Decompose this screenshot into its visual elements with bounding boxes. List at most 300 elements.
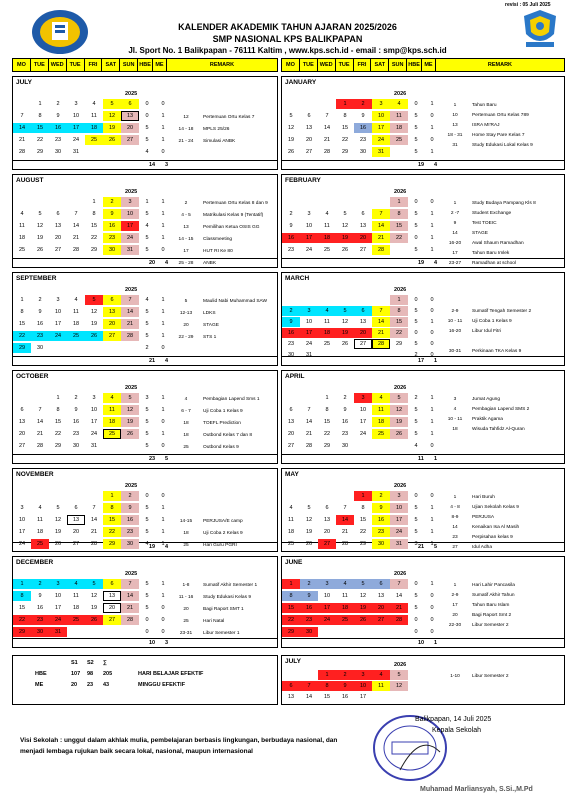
- day-cell: 8: [20, 309, 24, 315]
- header-col-remark: REMARK: [209, 62, 235, 68]
- stat-value: 20: [71, 682, 78, 688]
- day-cell: 17: [18, 529, 26, 535]
- day-cell: 19: [390, 417, 408, 427]
- month-footer: [281, 543, 565, 552]
- day-cell: 14: [372, 221, 390, 231]
- day-cell: 19: [90, 321, 98, 327]
- month-block-june-2026: [281, 556, 565, 639]
- day-cell: 26: [341, 247, 349, 253]
- day-cell: [282, 491, 300, 501]
- day-cell: 14: [305, 419, 313, 425]
- day-cell: 29: [395, 341, 403, 347]
- day-cell: 12: [287, 125, 295, 131]
- day-cell: 5: [38, 211, 42, 217]
- day-cell: 30: [54, 149, 62, 155]
- day-cell: 18: [390, 123, 408, 133]
- day-cell: 6: [103, 295, 121, 305]
- day-cell: 21: [90, 529, 98, 535]
- day-cell: 30: [341, 443, 349, 449]
- header-col-hbe: HBE: [407, 59, 422, 71]
- day-cell: 24: [72, 137, 80, 143]
- header-col-sun: SUN: [120, 59, 138, 71]
- remark-date: 18 - 31: [447, 133, 463, 138]
- day-cell: 4: [67, 579, 85, 589]
- hbe-count: 4: [414, 443, 418, 449]
- stat-value: 98: [87, 671, 94, 677]
- day-cell: 31: [372, 147, 390, 157]
- day-cell: 27: [72, 541, 80, 547]
- footer-me-total: 3: [165, 640, 169, 646]
- day-cell: 12: [341, 319, 349, 325]
- day-cell: 15: [390, 317, 408, 327]
- remark-text: Study Edukasi Lokal Kelas 9: [472, 143, 533, 148]
- day-cell: 22: [390, 233, 408, 243]
- remark-text: Praktik Agama: [472, 417, 503, 422]
- remark-text: Tahun Baru Islam: [472, 603, 510, 608]
- remark-date: 10 - 11: [447, 319, 463, 324]
- day-cell: 22: [36, 137, 44, 143]
- day-cell: 13: [377, 593, 385, 599]
- day-cell: 2: [74, 395, 78, 401]
- remark-text: Perpisahan kelas 9: [472, 535, 513, 540]
- me-count: 0: [161, 629, 165, 635]
- me-count: 0: [161, 247, 165, 253]
- footer-hbe-total: 21: [418, 544, 425, 550]
- remark-text: ANBK: [203, 261, 217, 266]
- day-cell: [300, 393, 318, 403]
- day-cell: 9: [56, 113, 60, 119]
- day-cell: 10: [54, 309, 62, 315]
- month-footer: [12, 543, 278, 552]
- day-cell: [372, 441, 390, 451]
- day-cell: 7: [121, 579, 139, 589]
- day-cell: 25: [323, 247, 331, 253]
- day-cell: 4: [390, 99, 408, 109]
- day-cell: 24: [305, 247, 313, 253]
- remark-date: 4: [184, 397, 188, 402]
- day-cell: 20: [372, 603, 390, 613]
- day-cell: 19: [121, 417, 139, 427]
- footer-hbe-total: 20: [149, 260, 156, 266]
- remark-date: 21 - 24: [178, 139, 194, 144]
- day-cell: 30: [31, 627, 49, 637]
- day-cell: 11: [372, 405, 390, 415]
- day-cell: 2: [336, 670, 354, 680]
- day-cell: 5: [307, 505, 311, 511]
- day-cell: 15: [54, 419, 62, 425]
- remark-text: STAGE: [203, 323, 219, 328]
- remark-text: Simulasi ANBK: [203, 139, 236, 144]
- me-count: 1: [430, 407, 434, 413]
- day-cell: [390, 441, 408, 451]
- day-cell: 9: [372, 503, 390, 513]
- remark-text: Study Budaya Pampang Kls 8: [472, 201, 536, 206]
- day-cell: 22: [54, 431, 62, 437]
- stat-head: S2: [87, 660, 94, 666]
- header-col-remark: REMARK: [487, 62, 513, 68]
- day-cell: 5: [56, 505, 60, 511]
- day-cell: 1: [390, 197, 408, 207]
- month-name: FEBRUARY: [285, 177, 321, 184]
- day-cell: 22: [90, 235, 98, 241]
- remark-date: 25: [183, 619, 189, 624]
- day-cell: 12: [359, 593, 367, 599]
- remark-text: Matrikulasi Kelas 9 (Tentatif): [203, 213, 264, 218]
- month-year: 2026: [394, 571, 407, 577]
- day-cell: 27: [305, 149, 313, 155]
- day-cell: 27: [354, 339, 372, 349]
- day-cell: 11: [19, 223, 25, 229]
- remark-text: MPLS 25/26: [203, 127, 230, 132]
- hbe-count: 0: [414, 330, 418, 336]
- day-cell: 15: [90, 223, 98, 229]
- day-cell: 7: [372, 306, 390, 316]
- hbe-count: 0: [145, 101, 149, 107]
- remark-text: Pertemuan Ortu Kelas 7: [203, 115, 255, 120]
- day-cell: 6: [20, 407, 24, 413]
- day-cell: 13: [323, 517, 331, 523]
- day-cell: 15: [282, 603, 300, 613]
- day-cell: 17: [300, 233, 318, 243]
- header-col-sun: SUN: [389, 59, 407, 71]
- day-cell: 22: [13, 615, 31, 625]
- day-cell: 25: [67, 331, 85, 341]
- day-cell: [300, 670, 318, 680]
- day-cell: 17: [390, 515, 408, 525]
- day-cell: 26: [305, 541, 313, 547]
- day-cell: 14: [395, 593, 403, 599]
- remark-date: 20: [183, 323, 189, 328]
- me-count: 1: [430, 505, 434, 511]
- hbe-count: 5: [145, 333, 149, 339]
- day-cell: 17: [90, 419, 98, 425]
- hbe-count: 5: [145, 593, 149, 599]
- remark-date: 3: [453, 397, 457, 402]
- remark-text: Kenaikan Isa Al Masih: [472, 525, 520, 530]
- day-cell: 20: [103, 319, 121, 329]
- footer-me-total: 4: [434, 162, 438, 168]
- me-count: 0: [161, 617, 165, 623]
- day-cell: 1: [318, 670, 336, 680]
- day-cell: 17: [359, 419, 367, 425]
- stat-value: 205: [103, 671, 113, 677]
- day-cell: 7: [20, 113, 24, 119]
- hbe-count: 5: [414, 125, 418, 131]
- month-footer: [12, 259, 278, 268]
- footer-hbe-total: 14: [149, 162, 156, 168]
- me-count: 0: [161, 605, 165, 611]
- day-cell: 28: [372, 245, 390, 255]
- day-cell: 14: [121, 307, 139, 317]
- day-cell: 4: [336, 579, 354, 589]
- day-cell: 1: [38, 101, 42, 107]
- me-count: 1: [430, 529, 434, 535]
- footer-hbe-total: 10: [418, 640, 425, 646]
- day-cell: 25: [390, 135, 408, 145]
- footer-me-total: 5: [165, 456, 169, 462]
- day-cell: [85, 491, 103, 501]
- day-cell: 1: [325, 395, 329, 401]
- hbe-count: 5: [414, 505, 418, 511]
- footer-me-total: 1: [434, 456, 438, 462]
- me-count: 0: [430, 629, 434, 635]
- remark-date: 17: [452, 603, 458, 608]
- hbe-count: 0: [145, 113, 149, 119]
- day-cell: 16: [341, 694, 349, 700]
- day-cell: 26: [341, 341, 349, 347]
- me-count: 1: [430, 101, 434, 107]
- remark-date: 1: [453, 201, 457, 206]
- day-cell: [85, 147, 103, 157]
- day-cell: 7: [74, 211, 78, 217]
- me-count: 0: [430, 297, 434, 303]
- day-cell: 19: [90, 605, 98, 611]
- month-year: 2026: [394, 189, 407, 195]
- day-cell: 31: [390, 539, 408, 549]
- hbe-count: 0: [414, 101, 418, 107]
- day-cell: 26: [287, 149, 295, 155]
- day-cell: 18: [318, 328, 336, 338]
- day-cell: 23: [300, 615, 318, 625]
- month-year: 2025: [125, 91, 138, 97]
- me-count: 1: [161, 211, 165, 217]
- day-cell: 8: [282, 591, 300, 601]
- hbe-count: 1: [145, 199, 149, 205]
- day-cell: [103, 441, 121, 451]
- remark-text: Pemilihan Ketua OSIS GG: [203, 225, 260, 230]
- day-cell: [354, 441, 372, 451]
- remark-date: 10: [452, 113, 458, 118]
- day-cell: 7: [307, 407, 311, 413]
- hbe-count: 5: [145, 407, 149, 413]
- day-cell: 15: [323, 419, 331, 425]
- hbe-count: 5: [145, 321, 149, 327]
- remark-date: 4 - 5: [181, 213, 191, 218]
- stat-desc: MINGGU EFEKTIF: [138, 682, 186, 688]
- day-cell: 13: [67, 515, 85, 525]
- day-cell: 17: [300, 328, 318, 338]
- day-cell: 7: [92, 505, 96, 511]
- day-cell: [282, 295, 300, 305]
- me-count: 0: [161, 443, 165, 449]
- day-cell: 13: [121, 111, 139, 121]
- me-count: 0: [161, 101, 165, 107]
- day-cell: 1: [390, 295, 408, 305]
- day-cell: 4: [38, 505, 42, 511]
- day-cell: 2: [56, 101, 60, 107]
- day-cell: 17: [318, 603, 336, 613]
- sign-place-date: Balikpapan, 14 Juli 2025: [415, 716, 492, 723]
- day-cell: 21: [36, 431, 44, 437]
- day-cell: 23: [72, 431, 80, 437]
- day-cell: 1: [13, 579, 31, 589]
- day-cell: [318, 99, 336, 109]
- day-cell: 6: [74, 505, 78, 511]
- footer-hbe-total: 10: [149, 640, 156, 646]
- day-cell: [49, 197, 67, 207]
- me-count: 1: [161, 431, 165, 437]
- day-cell: 24: [359, 431, 367, 437]
- remark-text: Tahun Baru: [472, 103, 497, 108]
- day-cell: 12: [90, 309, 98, 315]
- footer-me-total: 5: [434, 544, 438, 550]
- day-cell: 19: [36, 235, 44, 241]
- calendar-title: KALENDER AKADEMIK TAHUN AJARAN 2025/2026: [178, 22, 397, 32]
- footer-hbe-total: 19: [149, 544, 156, 550]
- day-cell: 11: [73, 593, 79, 599]
- day-cell: 27: [318, 539, 336, 549]
- day-cell: 28: [305, 443, 313, 449]
- hbe-count: 5: [414, 211, 418, 217]
- me-count: 1: [430, 149, 434, 155]
- day-cell: 28: [18, 149, 26, 155]
- day-cell: 3: [74, 101, 78, 107]
- remark-text: Uji Coba 1 Kelas 9: [203, 409, 243, 414]
- day-cell: 8: [390, 209, 408, 219]
- day-cell: 28: [121, 615, 139, 625]
- day-cell: 23: [287, 247, 295, 253]
- hbe-count: 5: [414, 113, 418, 119]
- day-cell: 6: [307, 113, 311, 119]
- day-cell: 15: [323, 694, 331, 700]
- day-cell: 23: [31, 615, 49, 625]
- day-cell: 18: [372, 417, 390, 427]
- remark-date: 18: [452, 427, 458, 432]
- day-cell: 27: [121, 135, 139, 145]
- day-cell: 11: [342, 593, 348, 599]
- me-count: 1: [430, 541, 434, 547]
- hbe-count: 5: [145, 605, 149, 611]
- hbe-count: 3: [414, 541, 418, 547]
- hbe-count: 5: [145, 211, 149, 217]
- footer-me-total: 3: [165, 162, 169, 168]
- header-col-tue: TUE: [300, 59, 318, 71]
- day-cell: 20: [287, 431, 295, 437]
- day-cell: 13: [103, 591, 121, 601]
- day-cell: 24: [49, 615, 67, 625]
- day-cell: 14: [305, 694, 313, 700]
- footer-me-total: 4: [165, 358, 169, 364]
- day-cell: 21: [121, 603, 139, 613]
- day-cell: 16: [72, 419, 80, 425]
- me-count: 1: [161, 581, 165, 587]
- day-cell: 13: [287, 419, 295, 425]
- remark-date: 18: [183, 421, 189, 426]
- me-count: 0: [430, 330, 434, 336]
- day-cell: [282, 670, 300, 680]
- remark-date: 31: [452, 143, 458, 148]
- hbe-count: 0: [145, 629, 149, 635]
- remark-text: PERJUSA: [472, 515, 495, 520]
- day-cell: 15: [390, 221, 408, 231]
- day-cell: 20: [323, 529, 331, 535]
- remark-text: PERJUSA/E camp: [203, 519, 243, 524]
- remark-text: Study Edukasi Kelas 9: [203, 595, 251, 600]
- day-cell: 24: [318, 615, 336, 625]
- remark-date: 4 - 8: [450, 505, 460, 510]
- day-cell: 6: [372, 579, 390, 589]
- day-cell: 4: [372, 670, 390, 680]
- day-cell: 3: [20, 505, 24, 511]
- day-cell: [318, 627, 336, 637]
- day-cell: 25: [323, 341, 331, 347]
- day-cell: 2: [289, 211, 293, 217]
- remark-date: 13: [452, 123, 458, 128]
- day-cell: 4: [20, 211, 24, 217]
- day-cell: 30: [72, 443, 80, 449]
- day-cell: 3: [390, 491, 408, 501]
- header-col-sat: SAT: [371, 59, 389, 71]
- day-cell: [85, 343, 103, 353]
- day-cell: [372, 197, 390, 207]
- hbe-count: 5: [145, 419, 149, 425]
- day-cell: 29: [282, 627, 300, 637]
- day-cell: 23: [31, 331, 49, 341]
- month-block-september-2025: [12, 272, 278, 357]
- remark-date: 2 -7: [450, 211, 460, 216]
- day-cell: [300, 197, 318, 207]
- me-count: 1: [161, 529, 165, 535]
- day-cell: 3: [300, 306, 318, 316]
- day-cell: [300, 295, 318, 305]
- remark-date: 9: [453, 221, 457, 226]
- remark-date: 20: [183, 607, 189, 612]
- day-cell: 29: [13, 343, 31, 353]
- remark-date: 4: [453, 407, 457, 412]
- remark-text: Test TOEIC: [472, 221, 497, 226]
- month-footer: [12, 357, 278, 366]
- day-cell: 20: [121, 123, 139, 133]
- me-count: 1: [161, 309, 165, 315]
- day-cell: 4: [372, 393, 390, 403]
- remark-date: 25: [183, 445, 189, 450]
- me-count: 0: [430, 617, 434, 623]
- day-cell: 18: [336, 603, 354, 613]
- day-cell: [13, 197, 31, 207]
- day-cell: 8: [325, 407, 329, 413]
- day-cell: 13: [359, 223, 367, 229]
- day-cell: 21: [72, 235, 80, 241]
- day-cell: 28: [90, 541, 98, 547]
- remark-text: Home Stay Pare Kelas 7: [472, 133, 525, 138]
- day-cell: 1: [56, 395, 60, 401]
- hbe-count: 5: [414, 223, 418, 229]
- remark-text: STAGE: [472, 231, 488, 236]
- day-cell: 4: [103, 393, 121, 403]
- remark-date: 1-8: [182, 583, 190, 588]
- month-block-january-2026: [281, 76, 565, 161]
- day-cell: 3: [318, 579, 336, 589]
- day-cell: 5: [336, 306, 354, 316]
- stat-head: S1: [71, 660, 78, 666]
- day-cell: 12: [305, 517, 313, 523]
- day-cell: 7: [343, 505, 347, 511]
- day-cell: 23: [121, 527, 139, 537]
- remark-text: Pertemuan Ortu Kelas 789: [472, 113, 529, 118]
- day-cell: 27: [359, 247, 367, 253]
- day-cell: 12: [103, 111, 121, 121]
- remark-date: 20: [452, 613, 458, 618]
- day-cell: 10: [354, 681, 372, 691]
- day-cell: 11: [324, 223, 330, 229]
- hbe-count: 0: [414, 297, 418, 303]
- remark-text: Outbond Kelas 9: [203, 445, 239, 450]
- day-cell: 2: [343, 395, 347, 401]
- day-cell: 22: [359, 529, 367, 535]
- day-cell: 1: [92, 199, 96, 205]
- hbe-count: 5: [414, 407, 418, 413]
- day-cell: 9: [336, 681, 354, 691]
